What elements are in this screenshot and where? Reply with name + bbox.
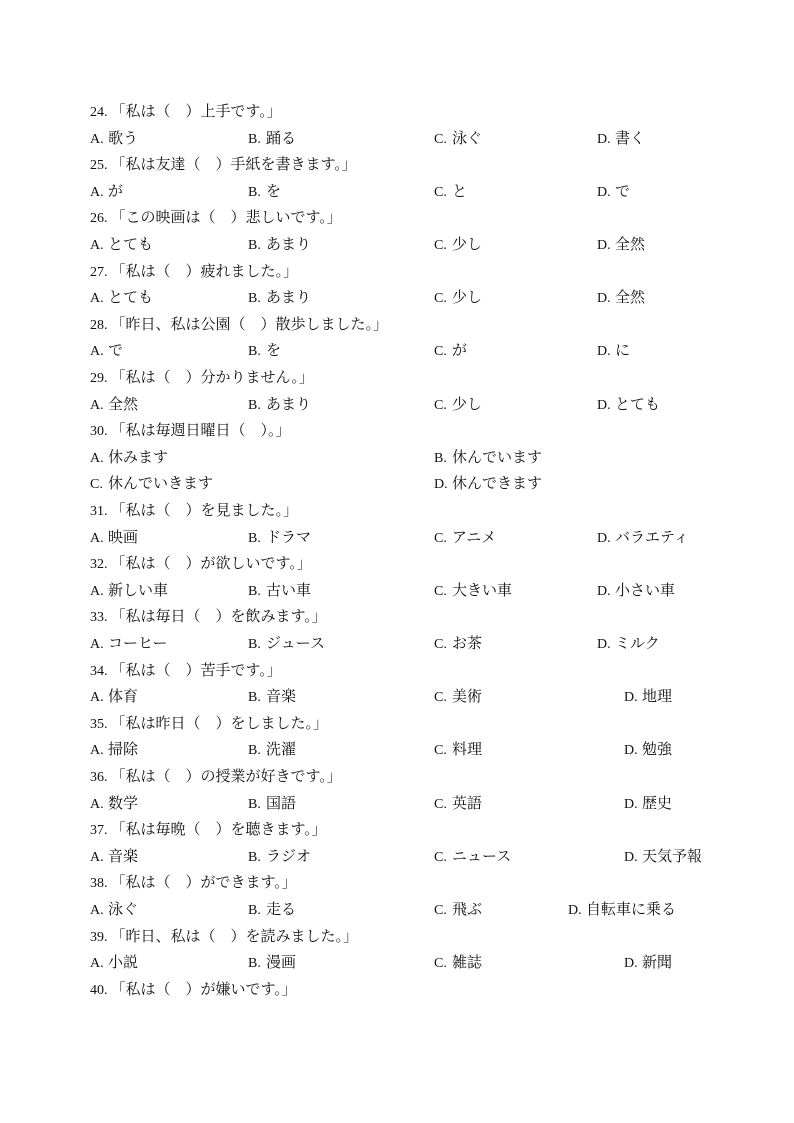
option-c[interactable]	[434, 633, 482, 655]
options-row	[90, 128, 710, 148]
option-text: ドラマ	[266, 527, 312, 546]
option-label: C.	[90, 477, 103, 493]
option-text: ラジオ	[266, 846, 312, 865]
option-text: アニメ	[452, 527, 497, 546]
option-text: と	[452, 181, 468, 200]
option-d[interactable]	[597, 580, 675, 602]
option-d[interactable]	[597, 340, 630, 362]
option-text: 地理	[642, 687, 673, 706]
option-c[interactable]	[434, 846, 511, 868]
option-a[interactable]	[90, 846, 138, 868]
option-label: C.	[434, 690, 447, 706]
question-text: 「私は（ ）疲れました。」	[110, 261, 299, 280]
options-row	[90, 952, 710, 972]
option-text: 古い車	[266, 580, 312, 599]
option-text: が	[452, 341, 468, 360]
option-text: コーヒー	[108, 634, 168, 652]
option-c[interactable]	[434, 234, 482, 256]
option-text: 天気予報	[642, 846, 703, 865]
question-31	[90, 500, 298, 520]
option-text: 新しい車	[108, 580, 169, 599]
question-text: 「私は毎週日曜日（ ）。」	[110, 421, 291, 440]
option-label: B.	[248, 743, 261, 759]
option-b[interactable]	[248, 340, 281, 362]
option-label: B.	[248, 530, 261, 546]
question-text: 「私は（ ）ができます。」	[110, 873, 297, 892]
options-row	[90, 234, 710, 254]
option-label: A.	[90, 637, 104, 652]
option-b[interactable]	[248, 128, 296, 150]
question-28	[90, 314, 388, 334]
option-text: とても	[108, 235, 154, 253]
option-b[interactable]	[248, 846, 311, 868]
option-text: 小さい車	[615, 580, 676, 599]
option-label: B.	[248, 131, 261, 147]
option-d[interactable]	[624, 686, 672, 708]
option-b[interactable]	[248, 394, 311, 416]
option-text: 美術	[452, 687, 483, 706]
option-label: D.	[624, 849, 638, 865]
option-a[interactable]	[90, 899, 138, 921]
option-c[interactable]	[434, 527, 496, 549]
question-number: 36.	[90, 770, 108, 785]
option-text: 体育	[108, 687, 139, 706]
option-label: C.	[434, 849, 447, 865]
option-label: A.	[90, 450, 104, 466]
option-d[interactable]	[568, 899, 676, 921]
question-26	[90, 207, 342, 227]
option-label: D.	[624, 956, 638, 972]
option-d[interactable]	[597, 527, 689, 549]
question-text: 「私は毎日（ ）を飲みます。」	[110, 607, 327, 626]
option-a[interactable]	[90, 527, 138, 549]
option-text: で	[108, 341, 124, 360]
option-label: D.	[434, 477, 448, 493]
option-label: B.	[248, 849, 261, 865]
question-number: 34.	[90, 663, 108, 679]
option-label: C.	[434, 238, 447, 253]
option-c[interactable]	[434, 686, 482, 708]
option-text: あまり	[266, 235, 312, 253]
option-label: D.	[597, 397, 611, 413]
option-b[interactable]	[434, 447, 542, 469]
question-33	[90, 606, 327, 626]
option-label: C.	[434, 184, 447, 200]
option-label: B.	[434, 450, 447, 466]
option-a[interactable]	[90, 633, 167, 655]
question-number: 32.	[90, 557, 108, 573]
option-a[interactable]	[90, 340, 123, 362]
option-c[interactable]	[434, 739, 482, 761]
option-a[interactable]	[90, 287, 153, 309]
options-row	[90, 394, 710, 414]
option-c[interactable]	[434, 899, 482, 921]
options-row	[90, 633, 710, 653]
question-text: 「私は（ ）が嫌いです。」	[110, 979, 297, 998]
option-b[interactable]	[248, 181, 281, 203]
option-label: A.	[90, 690, 104, 706]
option-b[interactable]	[248, 686, 296, 708]
question-text: 「私は（ ）を見ました。」	[110, 501, 299, 519]
option-label: A.	[90, 131, 104, 147]
option-text: 踊る	[266, 128, 297, 147]
option-text: 休んできます	[452, 474, 543, 493]
options-row	[90, 846, 710, 866]
option-b[interactable]	[248, 633, 325, 655]
option-d[interactable]	[434, 473, 542, 495]
question-37	[90, 819, 327, 839]
option-a[interactable]	[90, 447, 168, 469]
option-text: 音楽	[108, 846, 139, 865]
option-d[interactable]	[624, 739, 672, 761]
option-a[interactable]	[90, 128, 138, 150]
option-label: D.	[597, 238, 611, 253]
option-d[interactable]	[624, 952, 672, 974]
option-a[interactable]	[90, 181, 123, 203]
option-label: C.	[434, 743, 447, 759]
option-label: B.	[248, 637, 261, 652]
option-c[interactable]	[434, 287, 482, 309]
question-39	[90, 926, 358, 946]
option-label: B.	[248, 397, 261, 413]
options-row	[90, 447, 710, 467]
option-text: を	[266, 341, 282, 360]
option-text: 音楽	[266, 687, 297, 706]
question-text: 「昨日、私は公園（ ）散歩しました。」	[110, 314, 389, 333]
options-row	[90, 181, 710, 201]
option-c[interactable]	[434, 128, 482, 150]
option-d[interactable]	[597, 128, 645, 150]
option-label: A.	[90, 344, 104, 360]
option-b[interactable]	[248, 793, 296, 815]
option-label: B.	[248, 956, 261, 972]
options-row	[90, 340, 710, 360]
option-label: D.	[597, 637, 611, 652]
option-text: 少し	[452, 235, 483, 253]
option-label: A.	[90, 397, 104, 413]
question-number: 40.	[90, 982, 108, 998]
option-label: C.	[434, 637, 447, 652]
option-text: 勉強	[642, 740, 673, 759]
option-b[interactable]	[248, 527, 311, 549]
question-40	[90, 979, 297, 999]
option-text: お茶	[452, 634, 483, 652]
option-d[interactable]	[597, 394, 660, 416]
option-label: A.	[90, 796, 104, 812]
options-row	[90, 686, 710, 706]
option-label: B.	[248, 291, 261, 307]
option-c[interactable]	[434, 340, 467, 362]
option-d[interactable]	[597, 287, 645, 309]
option-b[interactable]	[248, 234, 311, 256]
question-number: 30.	[90, 424, 108, 440]
option-text: 洗濯	[266, 740, 297, 759]
option-label: C.	[434, 344, 447, 360]
options-row	[90, 793, 710, 813]
option-label: C.	[434, 530, 447, 546]
options-row	[90, 899, 710, 919]
option-c[interactable]	[434, 793, 482, 815]
question-text: 「私は毎晩（ ）を聴きます。」	[110, 820, 327, 839]
option-text: 歴史	[642, 793, 673, 812]
option-c[interactable]	[434, 394, 482, 416]
question-number: 26.	[90, 211, 108, 227]
option-label: D.	[597, 583, 611, 599]
option-text: 映画	[108, 527, 139, 546]
option-label: B.	[248, 238, 261, 253]
option-text: とても	[108, 288, 154, 307]
option-text: 掃除	[108, 740, 139, 759]
option-label: C.	[434, 956, 447, 972]
options-row	[90, 739, 710, 759]
option-text: ジュース	[266, 634, 325, 652]
option-a[interactable]	[90, 394, 138, 416]
option-text: ニュース	[452, 846, 512, 865]
option-a[interactable]	[90, 739, 138, 761]
option-c[interactable]	[90, 473, 213, 495]
option-text: 歌う	[108, 128, 139, 147]
option-text: に	[615, 341, 631, 360]
option-text: 小説	[108, 953, 139, 972]
option-label: D.	[624, 690, 638, 706]
option-label: A.	[90, 743, 104, 759]
option-b[interactable]	[248, 287, 311, 309]
question-number: 31.	[90, 504, 108, 519]
option-b[interactable]	[248, 899, 296, 921]
option-text: 全然	[615, 235, 646, 253]
option-text: 数学	[108, 793, 139, 812]
option-label: A.	[90, 583, 104, 599]
question-36	[90, 766, 342, 786]
question-text: 「私は（ ）の授業が好きです。」	[110, 767, 342, 785]
option-c[interactable]	[434, 952, 482, 974]
option-label: C.	[434, 903, 447, 918]
option-label: A.	[90, 956, 104, 972]
option-text: ミルク	[615, 634, 660, 652]
option-label: A.	[90, 291, 104, 307]
option-c[interactable]	[434, 580, 512, 602]
question-number: 28.	[90, 317, 108, 333]
question-number: 29.	[90, 371, 108, 386]
option-text: 飛ぶ	[452, 900, 483, 918]
options-row	[90, 580, 710, 600]
option-label: B.	[248, 903, 261, 918]
option-label: C.	[434, 397, 447, 413]
question-34	[90, 660, 282, 680]
option-b[interactable]	[248, 739, 296, 761]
option-d[interactable]	[597, 181, 630, 203]
option-text: あまり	[266, 288, 312, 307]
option-text: 書く	[615, 128, 646, 147]
option-label: A.	[90, 849, 104, 865]
option-text: で	[615, 181, 631, 200]
option-text: 国語	[266, 793, 297, 812]
option-text: 休みます	[108, 447, 169, 466]
option-label: D.	[597, 530, 611, 546]
option-label: C.	[434, 583, 447, 599]
option-b[interactable]	[248, 952, 296, 974]
option-d[interactable]	[624, 793, 672, 815]
option-text: を	[266, 181, 282, 200]
option-text: 雑誌	[452, 953, 483, 972]
option-label: A.	[90, 184, 104, 200]
question-32	[90, 553, 312, 573]
question-number: 25.	[90, 158, 108, 174]
option-text: 少し	[452, 288, 483, 307]
option-text: 少し	[452, 394, 483, 413]
option-text: 自転車に乗る	[586, 900, 677, 918]
option-text: あまり	[266, 394, 312, 413]
question-number: 24.	[90, 105, 108, 120]
option-label: C.	[434, 796, 447, 812]
question-25	[90, 154, 357, 174]
option-text: 全然	[615, 288, 646, 307]
option-a[interactable]	[90, 952, 138, 974]
option-text: 泳ぐ	[452, 128, 483, 147]
option-text: バラエティ	[615, 527, 689, 546]
options-row	[90, 287, 710, 307]
option-text: 大きい車	[452, 580, 513, 599]
option-a[interactable]	[90, 234, 153, 256]
option-a[interactable]	[90, 686, 138, 708]
option-text: 英語	[452, 793, 483, 812]
option-text: 走る	[266, 900, 297, 918]
option-d[interactable]	[597, 234, 645, 256]
question-number: 33.	[90, 610, 108, 626]
question-number: 39.	[90, 929, 108, 945]
question-number: 27.	[90, 264, 108, 280]
option-text: 新聞	[642, 953, 673, 972]
question-38	[90, 872, 297, 892]
question-27	[90, 261, 298, 281]
option-label: D.	[624, 796, 638, 812]
option-text: が	[108, 181, 124, 200]
option-label: A.	[90, 238, 104, 253]
question-35	[90, 713, 328, 733]
option-a[interactable]	[90, 793, 138, 815]
option-label: A.	[90, 903, 104, 918]
question-text: 「この映画は（ ）悲しいです。」	[110, 208, 342, 227]
option-label: D.	[597, 131, 611, 147]
option-label: B.	[248, 344, 261, 360]
question-text: 「私は（ ）が欲しいです。」	[110, 554, 312, 573]
option-text: 料理	[452, 740, 483, 759]
option-text: 泳ぐ	[108, 900, 139, 918]
option-label: D.	[624, 743, 638, 759]
options-row	[90, 527, 710, 547]
question-30	[90, 420, 291, 440]
option-label: D.	[597, 291, 611, 307]
option-label: B.	[248, 690, 261, 706]
option-a[interactable]	[90, 580, 168, 602]
option-label: B.	[248, 184, 261, 200]
option-text: 休んでいます	[452, 447, 543, 466]
question-text: 「私は友達（ ）手紙を書きます。」	[110, 155, 357, 174]
option-text: 全然	[108, 394, 139, 413]
question-text: 「私は昨日（ ）をしました。」	[110, 713, 329, 732]
option-b[interactable]	[248, 580, 311, 602]
option-label: C.	[434, 131, 447, 147]
question-24	[90, 101, 282, 121]
option-label: D.	[597, 344, 611, 360]
question-text: 「私は（ ）苦手です。」	[110, 660, 282, 679]
option-label: B.	[248, 796, 261, 812]
option-label: A.	[90, 530, 104, 546]
option-text: とても	[615, 394, 661, 413]
question-text: 「私は（ ）分かりません。」	[110, 368, 314, 386]
option-label: D.	[597, 184, 611, 200]
option-label: B.	[248, 583, 261, 599]
question-number: 37.	[90, 823, 108, 839]
option-label: D.	[568, 903, 582, 918]
question-text: 「昨日、私は（ ）を読みました。」	[110, 926, 359, 945]
question-29	[90, 367, 314, 387]
option-text: 休んでいきます	[108, 474, 214, 493]
option-text: 漫画	[266, 953, 297, 972]
option-label: C.	[434, 291, 447, 307]
question-number: 38.	[90, 876, 108, 892]
question-number: 35.	[90, 716, 108, 732]
question-text: 「私は（ ）上手です。」	[110, 102, 282, 120]
options-row	[90, 473, 710, 493]
option-d[interactable]	[597, 633, 660, 655]
option-d[interactable]	[624, 846, 702, 868]
option-c[interactable]	[434, 181, 467, 203]
